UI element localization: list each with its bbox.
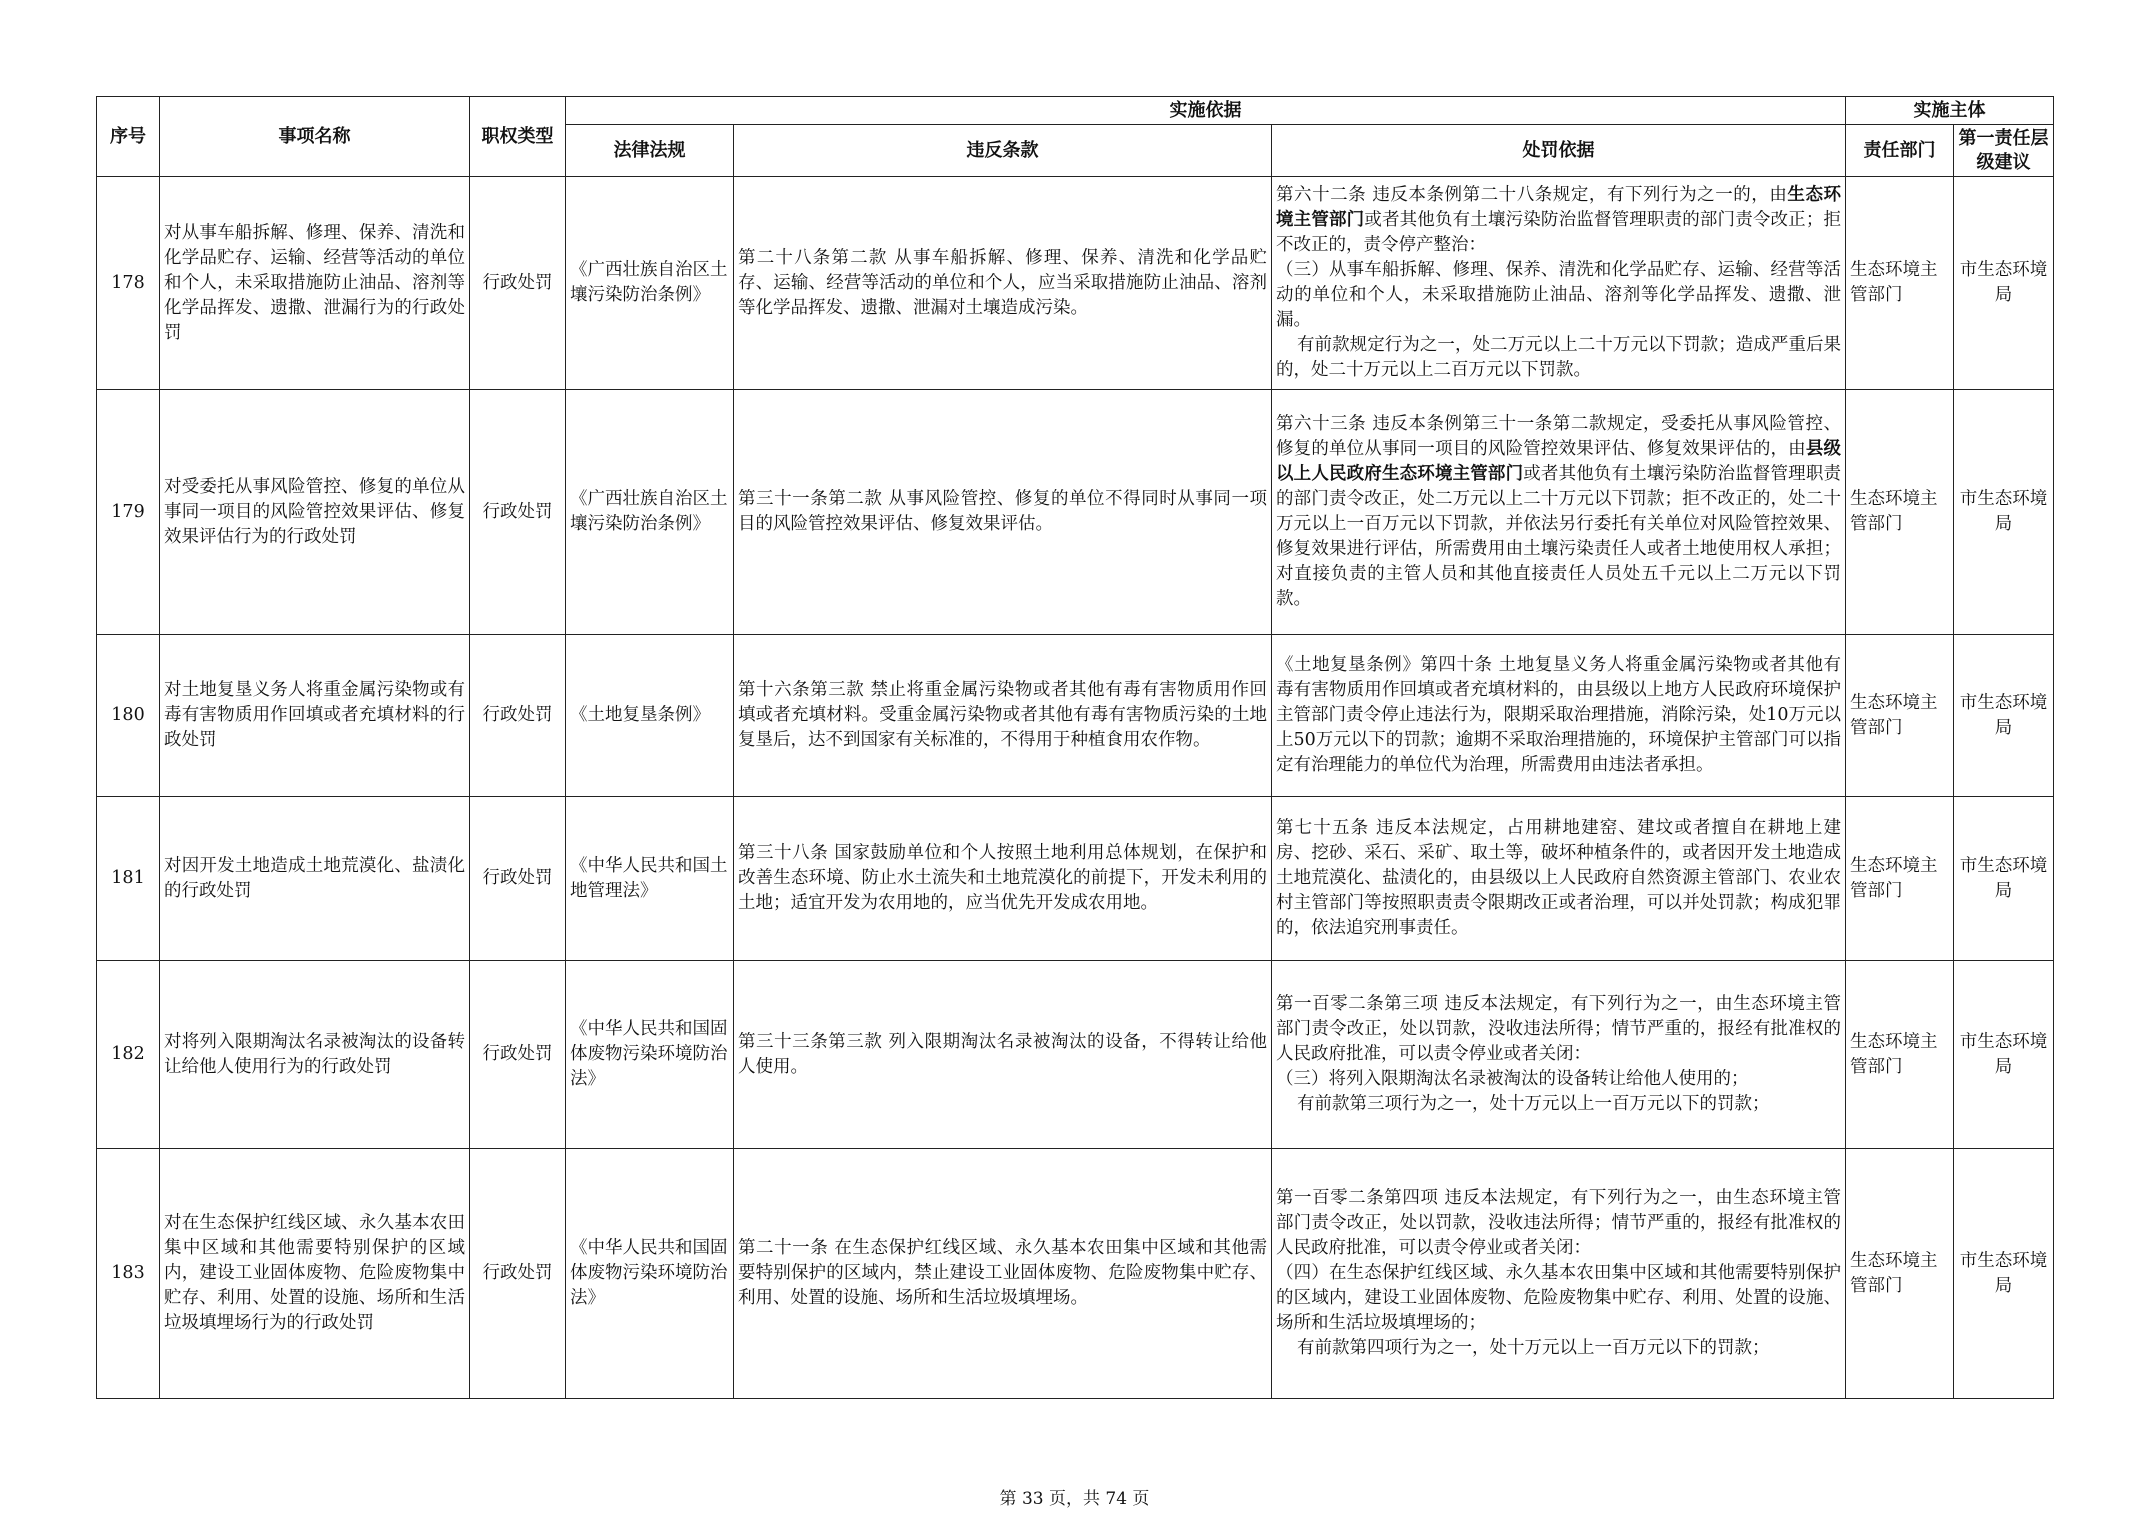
penalty-emphasis: 生态环境主管部门 [1276,185,1841,230]
row-seq: 179 [97,390,160,635]
row-name: 对因开发土地造成土地荒漠化、盐渍化的行政处罚 [160,797,470,961]
header-penalty: 处罚依据 [1272,125,1846,177]
table-row [97,961,2054,1149]
row-penalty [1272,961,1846,1149]
row-law: 《土地复垦条例》 [566,635,734,797]
row-violation: 第二十八条第二款 从事车船拆解、修理、保养、清洗和化学品贮存、运输、经营等活动的单位和个人，应当采取措施防止油品、溶剂等化学品挥发、遗撒、泄漏对土壤造成污染。 [734,177,1272,390]
row-type: 行政处罚 [470,390,566,635]
row-violation: 第三十八条 国家鼓励单位和个人按照土地利用总体规划，在保护和改善生态环境、防止水土流失和土地荒漠化的前提下，开发未利用的土地；适宜开发为农用地的，应当优先开发成农用地。 [734,797,1272,961]
penalty-text: 或者其他负有土壤污染防治监督管理职责的部门责令改正；拒不改正的，责令停产整治： [1276,210,1842,255]
row-seq: 182 [97,961,160,1149]
row-violation: 第三十三条第三款 列入限期淘汰名录被淘汰的设备，不得转让给他人使用。 [734,961,1272,1149]
table-row [97,177,2054,390]
row-dept: 生态环境主管部门 [1846,390,1954,635]
row-dept: 生态环境主管部门 [1846,177,1954,390]
row-seq: 183 [97,1149,160,1399]
row-seq: 180 [97,635,160,797]
row-dept: 生态环境主管部门 [1846,961,1954,1149]
penalty-emphasis: 县级以上人民政府生态环境主管部门 [1276,439,1842,484]
page-number: 第 33 页，共 74 页 [999,1489,1150,1509]
row-penalty [1272,390,1846,635]
table-row [97,1149,2054,1399]
row-level: 市生态环境局 [1954,1149,2054,1399]
row-law: 《中华人民共和国固体废物污染环境防治法》 [566,961,734,1149]
row-violation: 第二十一条 在生态保护红线区域、永久基本农田集中区域和其他需要特别保护的区域内，禁止建设工业固体废物、危险废物集中贮存、利用、处置的设施、场所和生活垃圾填埋场。 [734,1149,1272,1399]
row-type: 行政处罚 [470,797,566,961]
row-penalty [1272,797,1846,961]
table-row [97,635,2054,797]
penalty-amount: 有前款规定行为之一，处二万元以上二十万元以下罚款；造成严重后果的，处二十万元以上二百万元以下罚款。 [1276,335,1841,380]
row-dept: 生态环境主管部门 [1846,635,1954,797]
row-name: 对受委托从事风险管控、修复的单位从事同一项目的风险管控效果评估、修复效果评估行为的行政处罚 [160,390,470,635]
header-type: 职权类型 [470,97,566,177]
penalty-text: 第七十五条 违反本法规定，占用耕地建窑、建坟或者擅自在耕地上建房、挖砂、采石、采矿、取土等，破坏种植条件的，或者因开发土地造成土地荒漠化、盐渍化的，由县级以上人民政府自然资源主管部门、农业农村主管部门等按照职责责令限期改正或者治理，可以并处罚款；构成犯罪的，依法追究刑事责任。 [1276,818,1841,938]
row-level: 市生态环境局 [1954,635,2054,797]
row-penalty [1272,1149,1846,1399]
row-law: 《中华人民共和国固体废物污染环境防治法》 [566,1149,734,1399]
header-level: 第一责任层级建议 [1954,125,2054,177]
row-level: 市生态环境局 [1954,797,2054,961]
row-violation: 第十六条第三款 禁止将重金属污染物或者其他有毒有害物质用作回填或者充填材料。受重金属污染物或者其他有毒有害物质污染的土地复垦后，达不到国家有关标准的，不得用于种植食用农作物。 [734,635,1272,797]
header-subject: 实施主体 [1846,97,2054,125]
penalty-amount: 有前款第三项行为之一，处十万元以上一百万元以下的罚款； [1297,1094,1770,1114]
row-level: 市生态环境局 [1954,961,2054,1149]
row-type: 行政处罚 [470,635,566,797]
table-row [97,390,2054,635]
row-seq: 178 [97,177,160,390]
row-type: 行政处罚 [470,177,566,390]
row-level: 市生态环境局 [1954,390,2054,635]
header-seq: 序号 [97,97,160,177]
penalty-item: （三）将列入限期淘汰名录被淘汰的设备转让给他人使用的； [1276,1069,1749,1089]
penalty-text: 或者其他负有土壤污染防治监督管理职责的部门责令改正，处二万元以上二十万元以下罚款；拒不改正的，处二十万元以上一百万元以下罚款，并依法另行委托有关单位对风险管控效果、修复效果进行评估，所需费用由土壤污染责任人或者土地使用权人承担；对直接负责的主管人员和其他直接责任人员处五千元以上二万元以下罚款。 [1276,464,1842,609]
row-name: 对将列入限期淘汰名录被淘汰的设备转让给他人使用行为的行政处罚 [160,961,470,1149]
row-name: 对从事车船拆解、修理、保养、清洗和化学品贮存、运输、经营等活动的单位和个人，未采取措施防止油品、溶剂等化学品挥发、遗撒、泄漏行为的行政处罚 [160,177,470,390]
row-type: 行政处罚 [470,961,566,1149]
penalty-text: 《土地复垦条例》第四十条 土地复垦义务人将重金属污染物或者其他有毒有害物质用作回填或者充填材料的，由县级以上地方人民政府环境保护主管部门责令停止违法行为，限期采取治理措施，消除污染，处10万元以上50万元以下的罚款；逾期不采取治理措施的，环境保护主管部门可以指定有治理能力的单位代为治理，所需费用由违法者承担。 [1276,655,1841,775]
row-penalty [1272,177,1846,390]
row-seq: 181 [97,797,160,961]
row-law: 《广西壮族自治区土壤污染防治条例》 [566,177,734,390]
penalty-text: 第六十二条 违反本条例第二十八条规定，有下列行为之一的，由 [1276,185,1788,205]
row-dept: 生态环境主管部门 [1846,797,1954,961]
penalty-text: 第一百零二条第四项 违反本法规定，有下列行为之一，由生态环境主管部门责令改正，处以罚款，没收违法所得；情节严重的，报经有批准权的人民政府批准，可以责令停业或者关闭： [1276,1188,1841,1258]
penalty-text: 第一百零二条第三项 违反本法规定，有下列行为之一，由生态环境主管部门责令改正，处以罚款，没收违法所得；情节严重的，报经有批准权的人民政府批准，可以责令停业或者关闭： [1276,994,1841,1064]
penalty-item: （三）从事车船拆解、修理、保养、清洗和化学品贮存、运输、经营等活动的单位和个人，未采取措施防止油品、溶剂等化学品挥发、遗撒、泄漏。 [1276,260,1841,330]
penalty-amount: 有前款第四项行为之一，处十万元以上一百万元以下的罚款； [1297,1338,1770,1358]
row-name: 对土地复垦义务人将重金属污染物或有毒有害物质用作回填或者充填材料的行政处罚 [160,635,470,797]
penalty-item: （四）在生态保护红线区域、永久基本农田集中区域和其他需要特别保护的区域内，建设工业固体废物、危险废物集中贮存、利用、处置的设施、场所和生活垃圾填埋场的； [1276,1263,1841,1333]
row-level: 市生态环境局 [1954,177,2054,390]
row-law: 《广西壮族自治区土壤污染防治条例》 [566,390,734,635]
row-penalty [1272,635,1846,797]
row-type: 行政处罚 [470,1149,566,1399]
row-violation: 第三十一条第二款 从事风险管控、修复的单位不得同时从事同一项目的风险管控效果评估、修复效果评估。 [734,390,1272,635]
power-list-table [96,96,2054,1399]
header-name: 事项名称 [160,97,470,177]
row-law: 《中华人民共和国土地管理法》 [566,797,734,961]
header-basis: 实施依据 [566,97,1846,125]
header-law: 法律法规 [566,125,734,177]
header-violation: 违反条款 [734,125,1272,177]
row-name: 对在生态保护红线区域、永久基本农田集中区域和其他需要特别保护的区域内，建设工业固体废物、危险废物集中贮存、利用、处置的设施、场所和生活垃圾填埋场行为的行政处罚 [160,1149,470,1399]
penalty-text: 第六十三条 违反本条例第三十一条第二款规定，受委托从事风险管控、修复的单位从事同一项目的风险管控效果评估、修复效果评估的，由 [1276,414,1841,459]
header-dept: 责任部门 [1846,125,1954,177]
table-row [97,797,2054,961]
row-dept: 生态环境主管部门 [1846,1149,1954,1399]
